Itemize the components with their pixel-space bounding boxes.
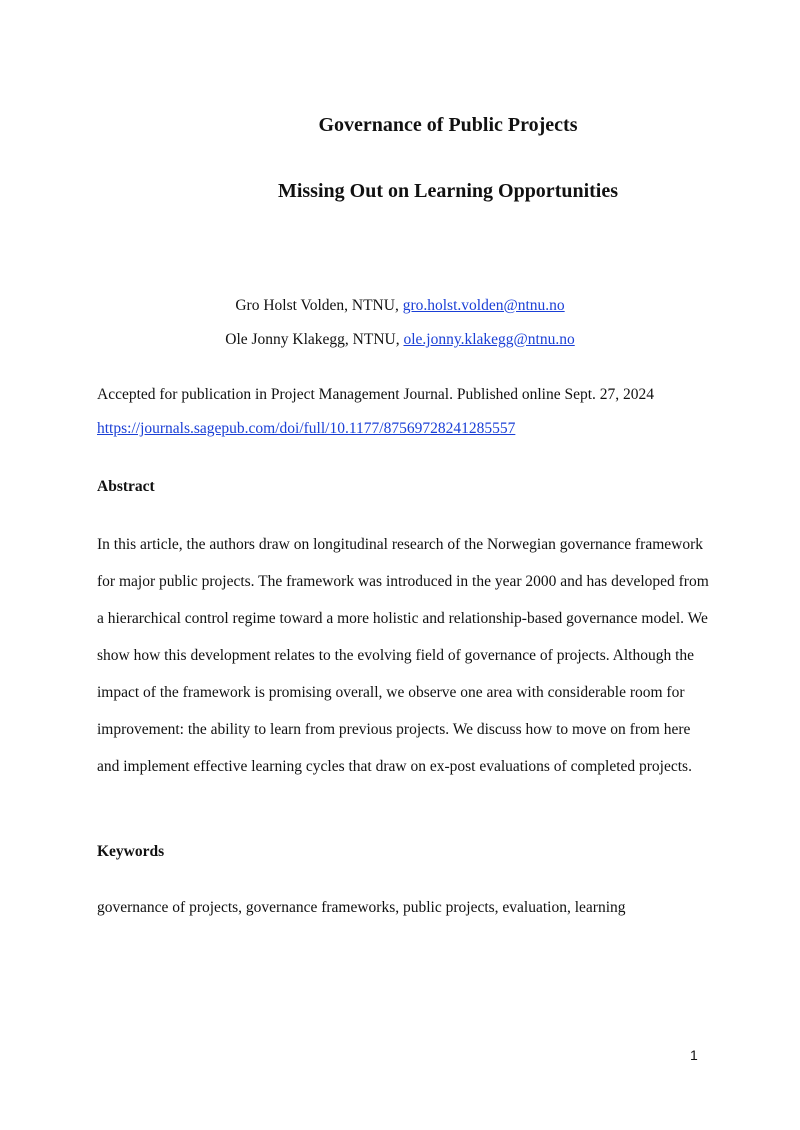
author-line-2 (0, 331, 800, 349)
author-line-1 (0, 297, 800, 315)
author-email-link[interactable]: ole.jonny.klakegg@ntnu.no (403, 331, 575, 348)
page-number: 1 (690, 1047, 698, 1063)
abstract-text: In this article, the authors draw on longitudinal research of the Norwegian governance framework for major public projects. The framework was introduced in the year 2000 and has developed from a hierarchical control regime toward a more holistic and relationship-based governance model. We show how this development relates to the evolving field of governance of projects. Although the impact of the framework is promising overall, we observe one area with considerable room for improvement: the ability to learn from previous projects. We discuss how to move on from here and implement effective learning cycles that draw on ex-post evaluations of completed projects. (97, 536, 709, 775)
publication-note: Accepted for publication in Project Management Journal. Published online Sept. 27, 2024 (97, 386, 655, 403)
doi-link[interactable]: https://journals.sagepub.com/doi/full/10.1177/87569728241285557 (97, 420, 516, 437)
author-email-link[interactable]: gro.holst.volden@ntnu.no (402, 297, 565, 314)
author-name-affiliation: Gro Holst Volden, NTNU, (235, 297, 403, 314)
author-name-affiliation: Ole Jonny Klakegg, NTNU, (225, 331, 404, 348)
publication-info (97, 378, 717, 446)
keywords-heading: Keywords (97, 843, 165, 860)
paper-subtitle: Missing Out on Learning Opportunities (277, 180, 619, 202)
keywords-text: governance of projects, governance frameworks, public projects, evaluation, learning (97, 899, 626, 916)
abstract-heading: Abstract (97, 478, 155, 495)
paper-title: Governance of Public Projects (318, 114, 578, 136)
